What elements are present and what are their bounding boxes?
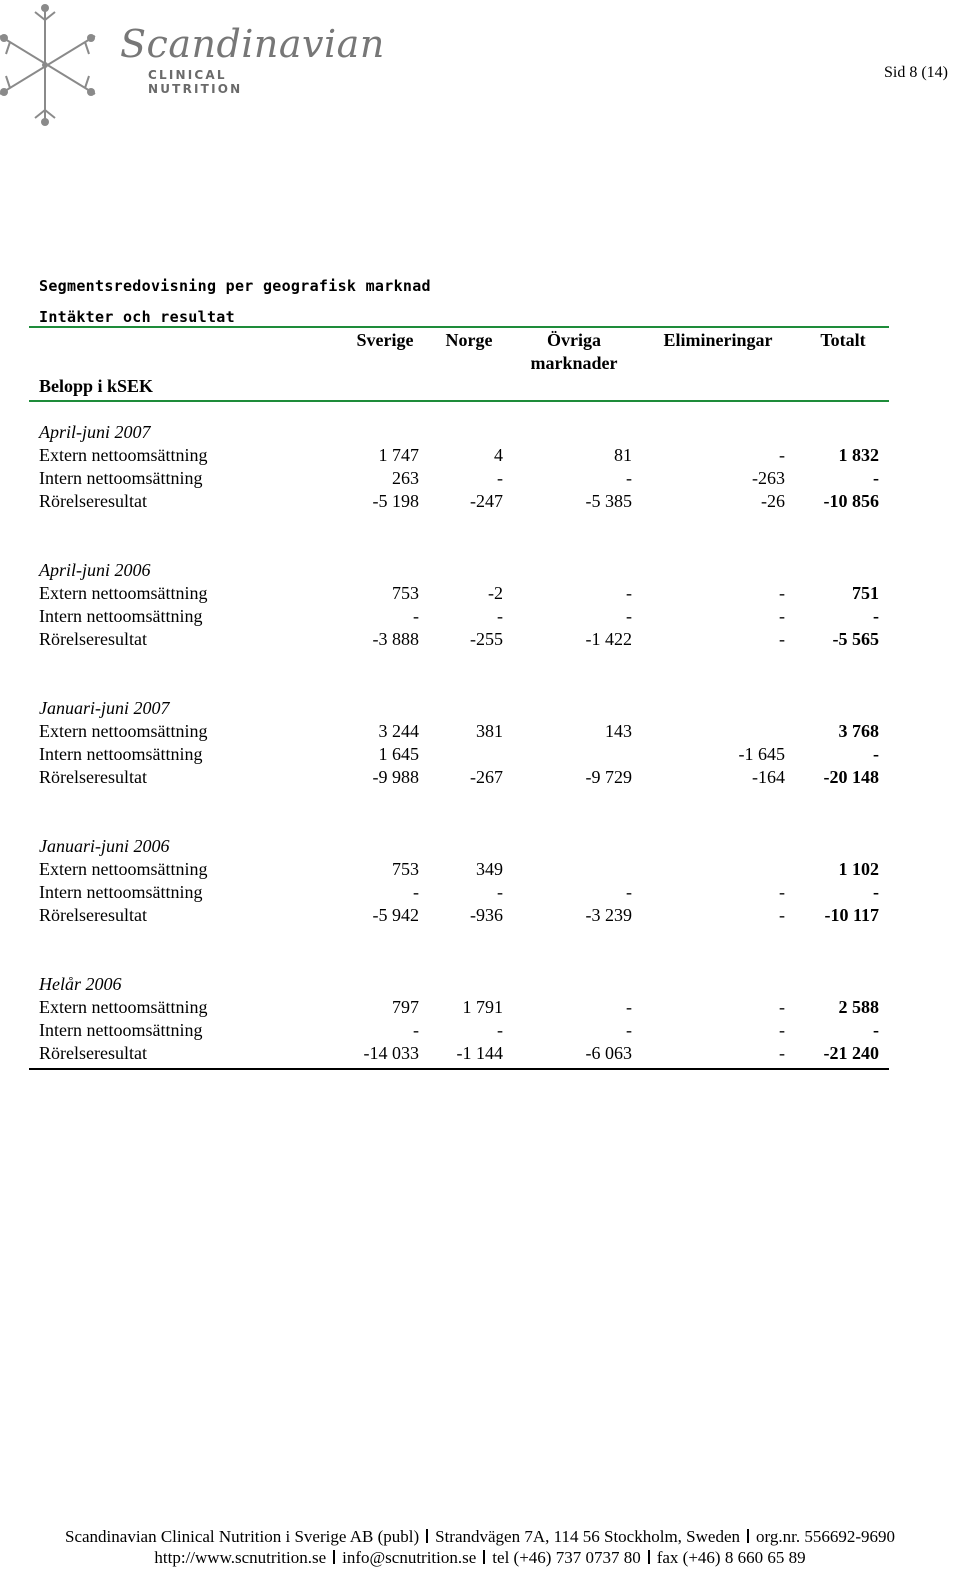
cell-norge: 1 791 — [462, 997, 503, 1017]
row-label: Rörelseresultat — [39, 767, 147, 787]
cell-sverige: 1 645 — [378, 744, 419, 764]
row-label: Extern nettoomsättning — [39, 721, 208, 741]
cell-ovriga: - — [626, 583, 632, 603]
table-row — [29, 468, 889, 491]
cell-sverige: - — [413, 882, 419, 902]
cell-ovriga: -6 063 — [585, 1043, 632, 1063]
cell-sverige: 753 — [392, 859, 419, 879]
row-label: Rörelseresultat — [39, 629, 147, 649]
cell-norge: -1 144 — [456, 1043, 503, 1063]
cell-norge: -936 — [470, 905, 503, 925]
cell-elim: - — [779, 1020, 785, 1040]
cell-total: -21 240 — [823, 1043, 879, 1063]
column-header-ovriga-line2: marknader — [530, 353, 618, 373]
footer-web-link[interactable]: http://www.scnutrition.se — [154, 1548, 327, 1567]
period-heading: Januari-juni 2006 — [39, 836, 170, 856]
cell-ovriga: -1 422 — [585, 629, 632, 649]
cell-total: - — [873, 1020, 879, 1040]
table-bottom-rule — [29, 1068, 889, 1070]
footer-separator — [747, 1529, 749, 1543]
cell-elim: -164 — [752, 767, 785, 787]
cell-total: 2 588 — [838, 997, 879, 1017]
cell-norge: 4 — [494, 445, 503, 465]
cell-sverige: 263 — [392, 468, 419, 488]
cell-norge: - — [497, 1020, 503, 1040]
table-top-rule — [29, 326, 889, 328]
row-label: Intern nettoomsättning — [39, 744, 203, 764]
row-label: Intern nettoomsättning — [39, 468, 203, 488]
footer-tel: tel (+46) 737 0737 80 — [492, 1548, 641, 1567]
cell-norge: -2 — [488, 583, 503, 603]
table-row — [29, 583, 889, 606]
footer-email-link[interactable]: info@scnutrition.se — [342, 1548, 477, 1567]
cell-sverige: 797 — [392, 997, 419, 1017]
table-row — [29, 767, 889, 790]
footer-separator — [426, 1529, 428, 1543]
unit-label: Belopp i kSEK — [39, 376, 154, 396]
cell-elim: -26 — [761, 491, 785, 511]
footer-address: Strandvägen 7A, 114 56 Stockholm, Sweden — [435, 1527, 740, 1546]
cell-sverige: -14 033 — [363, 1043, 419, 1063]
period-heading: April-juni 2006 — [39, 560, 151, 580]
logo-subtitle: CLINICAL NUTRITION — [148, 68, 243, 96]
table-row — [29, 721, 889, 744]
cell-total: - — [873, 468, 879, 488]
cell-sverige: -5 198 — [372, 491, 419, 511]
cell-ovriga: - — [626, 1020, 632, 1040]
cell-norge: -247 — [470, 491, 503, 511]
column-header-ovriga-line1: Övriga — [547, 330, 601, 350]
row-label: Rörelseresultat — [39, 491, 147, 511]
footer-company: Scandinavian Clinical Nutrition i Sverige AB (publ) — [65, 1527, 420, 1546]
cell-elim: - — [779, 606, 785, 626]
row-label: Extern nettoomsättning — [39, 445, 208, 465]
table-row — [29, 744, 889, 767]
cell-elim: - — [779, 583, 785, 603]
column-header-sverige: Sverige — [356, 330, 414, 350]
table-row — [29, 629, 889, 652]
logo-wordmark: Scandinavian — [120, 22, 385, 66]
cell-ovriga: - — [626, 606, 632, 626]
table-row — [29, 997, 889, 1020]
cell-sverige: -3 888 — [372, 629, 419, 649]
footer-separator — [648, 1550, 650, 1564]
row-label: Rörelseresultat — [39, 1043, 147, 1063]
cell-total: - — [873, 744, 879, 764]
cell-norge: 349 — [476, 859, 503, 879]
cell-norge: - — [497, 468, 503, 488]
cell-elim: - — [779, 905, 785, 925]
column-header-ovriga — [524, 329, 624, 375]
cell-total: - — [873, 606, 879, 626]
cell-total: -20 148 — [823, 767, 879, 787]
cell-total: 1 102 — [838, 859, 879, 879]
footer-separator — [333, 1550, 335, 1564]
table-row — [29, 445, 889, 468]
row-label: Extern nettoomsättning — [39, 997, 208, 1017]
cell-elim: -263 — [752, 468, 785, 488]
cell-sverige: 1 747 — [378, 445, 419, 465]
cell-ovriga: -9 729 — [585, 767, 632, 787]
cell-norge: - — [497, 882, 503, 902]
cell-ovriga: 143 — [605, 721, 632, 741]
period-heading: Helår 2006 — [39, 974, 122, 994]
cell-total: 751 — [852, 583, 879, 603]
cell-norge: 381 — [476, 721, 503, 741]
table-row — [29, 491, 889, 514]
column-header-totalt: Totalt — [820, 330, 866, 350]
table-row — [29, 1020, 889, 1043]
table-row — [29, 882, 889, 905]
page-number: Sid 8 (14) — [884, 64, 948, 81]
cell-norge: - — [497, 606, 503, 626]
period-heading: Januari-juni 2007 — [39, 698, 170, 718]
cell-elim: - — [779, 445, 785, 465]
cell-ovriga: 81 — [614, 445, 632, 465]
footer-orgnr: org.nr. 556692-9690 — [756, 1527, 895, 1546]
cell-ovriga: - — [626, 997, 632, 1017]
cell-total: 1 832 — [838, 445, 879, 465]
cell-elim: -1 645 — [738, 744, 785, 764]
table-row — [29, 1043, 889, 1066]
cell-elim: - — [779, 882, 785, 902]
row-label: Rörelseresultat — [39, 905, 147, 925]
period-heading: April-juni 2007 — [39, 422, 151, 442]
cell-ovriga: -3 239 — [585, 905, 632, 925]
cell-sverige: -5 942 — [372, 905, 419, 925]
cell-elim: - — [779, 997, 785, 1017]
cell-elim: - — [779, 1043, 785, 1063]
snowflake-logo-icon — [0, 0, 120, 132]
footer-fax: fax (+46) 8 660 65 89 — [656, 1548, 806, 1567]
row-label: Extern nettoomsättning — [39, 583, 208, 603]
table-header-rule — [29, 400, 889, 402]
footer-line-1 — [0, 1527, 960, 1547]
cell-norge: -255 — [470, 629, 503, 649]
table-row — [29, 606, 889, 629]
cell-total: -10 856 — [823, 491, 879, 511]
cell-sverige: - — [413, 1020, 419, 1040]
row-label: Intern nettoomsättning — [39, 1020, 203, 1040]
cell-ovriga: - — [626, 468, 632, 488]
cell-total: -10 117 — [824, 905, 879, 925]
company-logo — [0, 0, 385, 132]
footer-separator — [483, 1550, 485, 1564]
column-header-norge: Norge — [445, 330, 493, 350]
cell-sverige: 753 — [392, 583, 419, 603]
cell-total: -5 565 — [832, 629, 879, 649]
row-label: Extern nettoomsättning — [39, 859, 208, 879]
section-subtitle: Intäkter och resultat — [39, 308, 235, 326]
cell-sverige: - — [413, 606, 419, 626]
cell-total: 3 768 — [838, 721, 879, 741]
row-label: Intern nettoomsättning — [39, 606, 203, 626]
cell-sverige: -9 988 — [372, 767, 419, 787]
cell-ovriga: -5 385 — [585, 491, 632, 511]
cell-ovriga: - — [626, 882, 632, 902]
table-row — [29, 905, 889, 928]
section-title: Segmentsredovisning per geografisk marknad — [39, 277, 431, 295]
cell-elim: - — [779, 629, 785, 649]
footer-line-2 — [0, 1548, 960, 1568]
column-header-elimineringar: Elimineringar — [663, 330, 773, 350]
table-row — [29, 859, 889, 882]
cell-norge: -267 — [470, 767, 503, 787]
row-label: Intern nettoomsättning — [39, 882, 203, 902]
cell-total: - — [873, 882, 879, 902]
cell-sverige: 3 244 — [378, 721, 419, 741]
